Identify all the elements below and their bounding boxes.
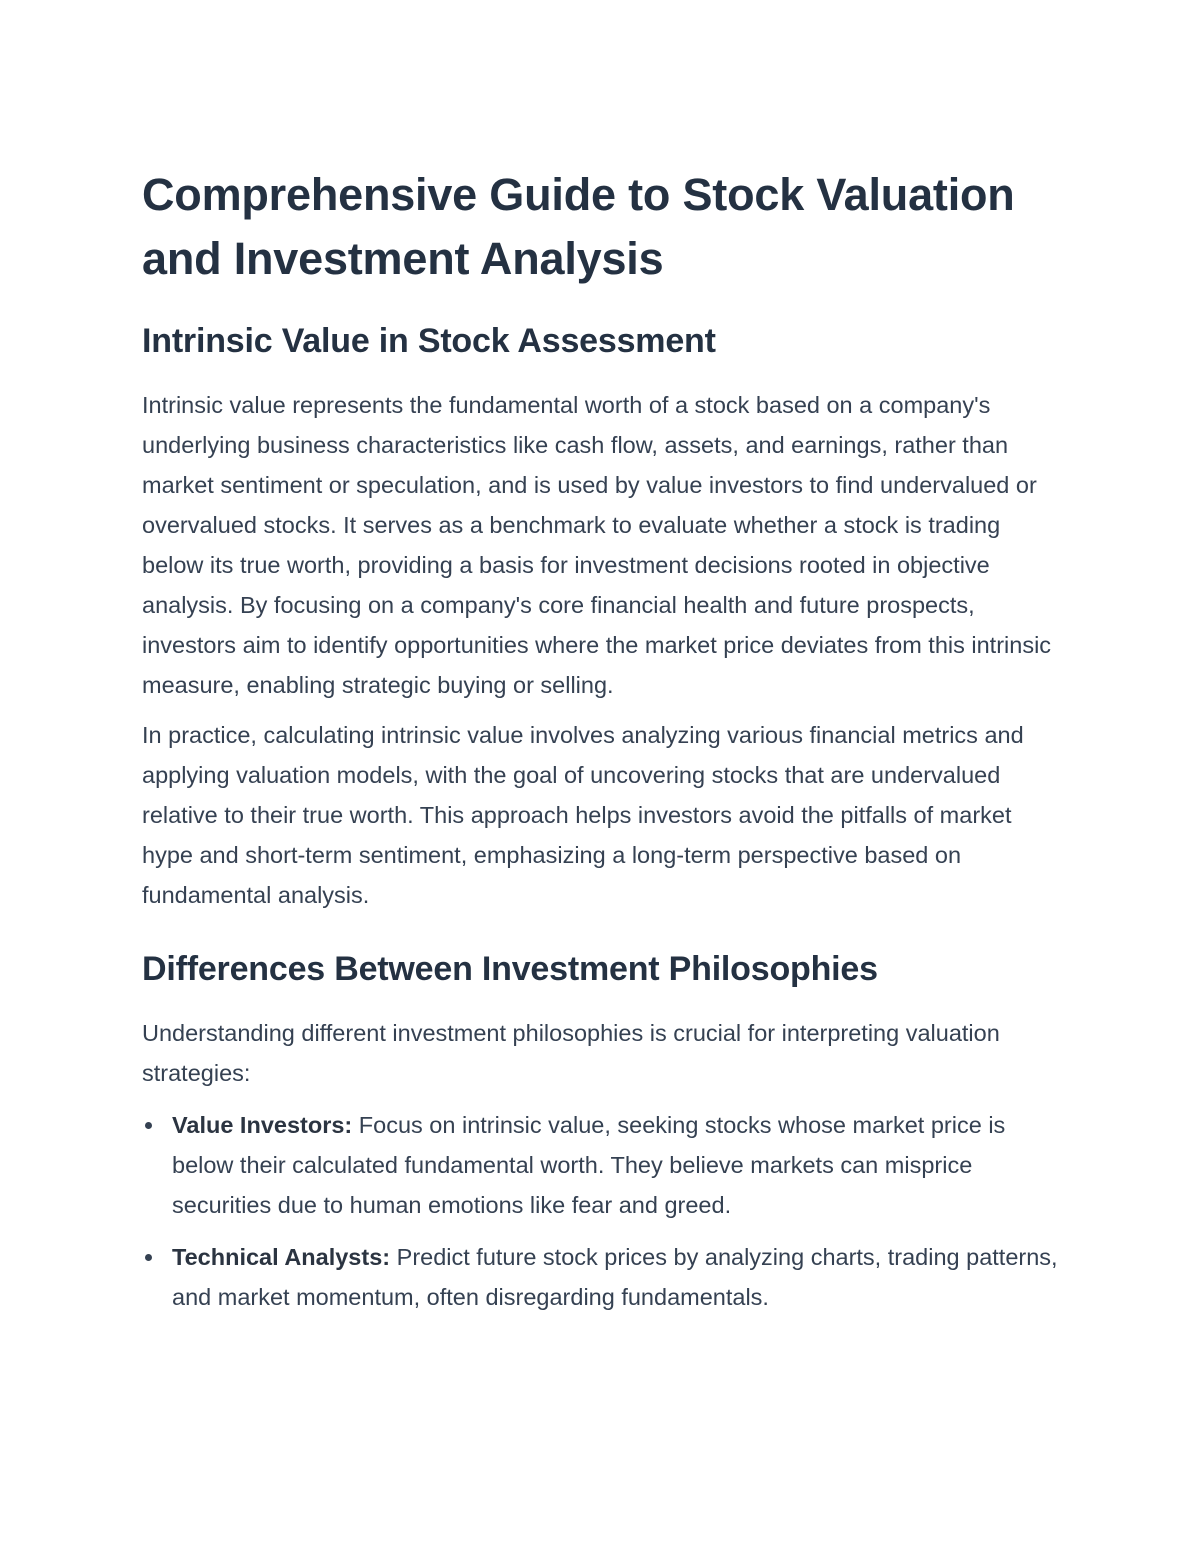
document-title: Comprehensive Guide to Stock Valuation and Investment Analysis xyxy=(142,169,1015,284)
bullet-icon xyxy=(145,1254,152,1261)
list-item-text: Focus on intrinsic value, seeking stocks whose market price is below their calculated fundamental worth. They believe markets can misprice securities due to human emotions like fear and greed. xyxy=(172,1112,1006,1218)
paragraph: Intrinsic value represents the fundamental worth of a stock based on a company's underlying business characteristics like cash flow, assets, and earnings, rather than market sentiment or speculation, and is used by value investors to find undervalued or overvalued stocks. It serves as a benchmark to evaluate whether a stock is trading below its true worth, providing a basis for investment decisions rooted in objective analysis. By focusing on a company's core financial health and future prospects, investors aim to identify opportunities where the market price deviates from this intrinsic measure, enabling strategic buying or selling. xyxy=(142,392,1052,698)
paragraph: Understanding different investment philosophies is crucial for interpreting valuation strategies: xyxy=(142,1020,1000,1086)
section-heading-investment-philosophies: Differences Between Investment Philosophies xyxy=(142,950,878,988)
list-item-text: Predict future stock prices by analyzing charts, trading patterns, and market momentum, often disregarding fundamentals. xyxy=(172,1244,1058,1310)
philosophies-list xyxy=(142,1105,1062,1317)
document-page xyxy=(142,163,1062,1329)
section-heading-intrinsic-value: Intrinsic Value in Stock Assessment xyxy=(142,322,716,360)
list-item xyxy=(142,1105,1062,1225)
bullet-icon xyxy=(145,1122,152,1129)
list-item-term: Technical Analysts: xyxy=(172,1244,391,1270)
list-item xyxy=(142,1237,1062,1317)
list-item-term: Value Investors: xyxy=(172,1112,353,1138)
paragraph: In practice, calculating intrinsic value involves analyzing various financial metrics and applying valuation models, with the goal of uncovering stocks that are undervalued relative to their true worth. This approach helps investors avoid the pitfalls of market hype and short-term sentiment, emphasizing a long-term perspective based on fundamental analysis. xyxy=(142,722,1024,908)
